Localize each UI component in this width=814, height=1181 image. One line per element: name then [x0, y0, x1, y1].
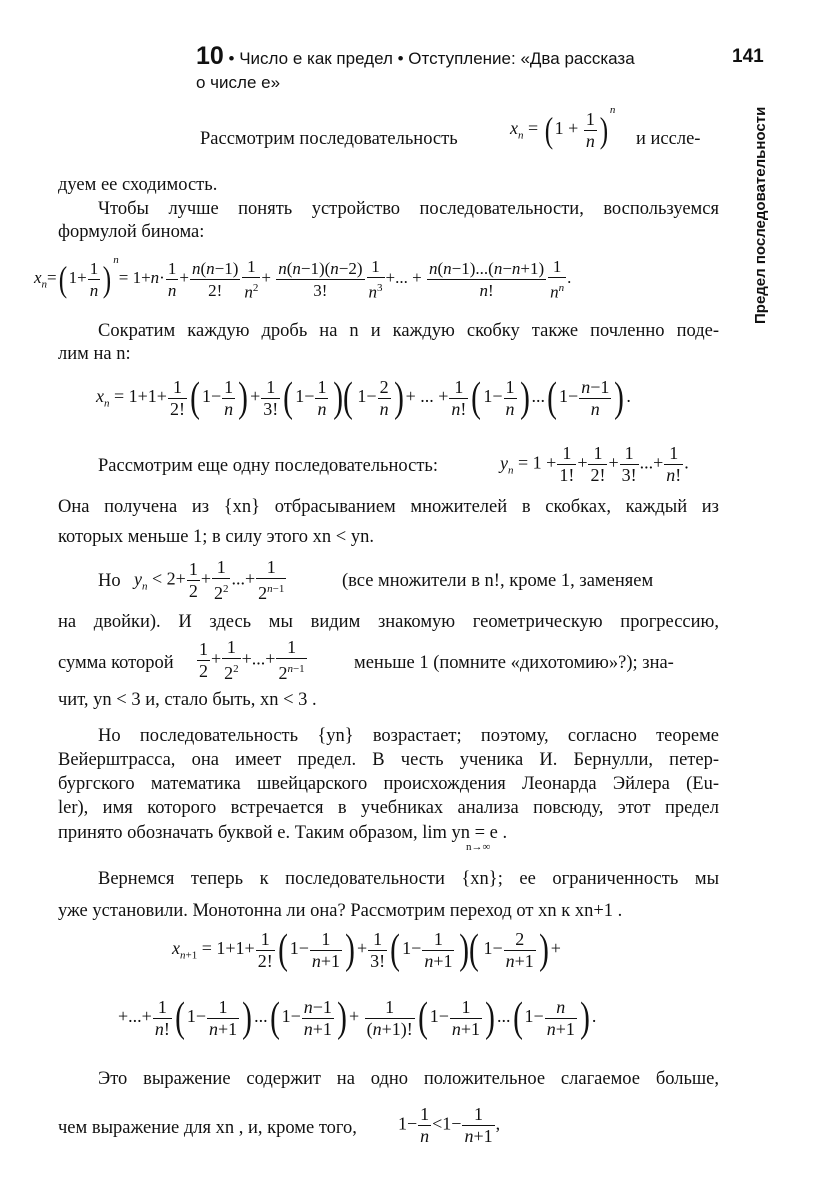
- text-line: и иссле-: [636, 129, 701, 149]
- text-line: на двойки). И здесь мы видим знакомую геометрическую прогрессию,: [58, 612, 719, 632]
- lim-subscript: n→∞: [466, 841, 491, 853]
- text-line: Но последовательность {yn} возрастает; поэтому, согласно теореме: [98, 726, 719, 746]
- text-line: Рассмотрим еще одну последовательность:: [98, 456, 438, 476]
- text-line: Сократим каждую дробь на n и каждую скобку также почленно поде-: [98, 321, 719, 341]
- formula-yn-bound: $y_n < 2+$ $\frac{1}{2}$ + $\frac{1}{2^2}$ ...+ $\frac{1}{2^{n-1}}$: [134, 557, 285, 603]
- chapter-title-cont: о числе e»: [196, 73, 281, 92]
- formula-text: [0, 0, 1, 1]
- text-line: Она получена из {xn} отбрасыванием множителей в скобках, каждый из: [58, 497, 719, 517]
- text-line: Но: [98, 571, 121, 591]
- text-line: меньше 1 (помните «дихотомию»?); зна-: [354, 653, 674, 673]
- text-line: (все множители в n!, кроме 1, заменяем: [342, 571, 654, 591]
- running-header: [196, 44, 696, 95]
- text-line: Вейерштрасса, она имеет предел. В честь ученика И. Бернулли, петер-: [58, 750, 719, 770]
- text-line: уже установили. Монотонна ли она? Рассмотрим переход от xn к xn+1 .: [58, 901, 623, 921]
- formula-geom-sum: $\frac{1}{2}$ + $\frac{1}{2^2}$ +...+ $\frac{1}{2^{n-1}}$: [199, 637, 305, 683]
- formula-yn-def: $y_n = 1$ + $\frac{1}{1!}$ + $\frac{1}{2!}$ + $\frac{1}{3!}$ ...+ $\frac{1}{n!}$ .: [500, 443, 689, 485]
- formula-seq-def: $x_n = (1$ + $\frac{1}{n}$ ) $^n$: [510, 104, 616, 151]
- formula-inequality: 1− $\frac{1}{n}$ <1− $\frac{1}{n+1}$ ,: [398, 1104, 501, 1146]
- text-line: Рассмотрим последовательность: [200, 129, 458, 149]
- section-sidebar-label: Предел последовательности: [752, 106, 769, 324]
- text-line: принято обозначать буквой e. Таким образом, lim yn = e .: [58, 823, 508, 843]
- text-line: чем выражение для xn , и, кроме того,: [58, 1118, 357, 1138]
- text-line: дуем ее сходимость.: [58, 175, 218, 195]
- text-line: лим на n:: [58, 344, 131, 364]
- text-line: Это выражение содержит на одно положительное слагаемое больше,: [98, 1069, 719, 1089]
- text-line: ler), имя которого встречается в учебниках анализа повсюду, этот предел: [58, 798, 719, 818]
- formula-reduced: $x_n = 1+1+$ $\frac{1}{2!}$ ( 1− $\frac{1}{n}$ ) + $\frac{1}{3!}$ ( 1− $\frac{1}{n}$ )( 1− $\frac{2}{n}$ ) + ... + $\frac{1}{n!}$ ( 1− $\frac{1}{n}$ ) ...( 1− $\frac{n-1}{n}$ ) .: [96, 375, 631, 421]
- page-number: 141: [732, 46, 764, 67]
- text-line: чит, yn < 3 и, стало быть, xn < 3 .: [58, 690, 317, 710]
- formula-binomial: $x_n=$( 1+ $\frac{1}{n}$ ) $^n$= 1+n· $\frac{1}{n}$ + $\frac{n(n-1)}{2!}$ $\frac{1}{n^2}$ + $\frac{n(n-1)(n-2)}{3!}$ $\frac{1}{n^3}$ +... + $\frac{n(n-1)...(n-n+1)}{n!}$ $\frac{1}{n^n}$ .: [34, 253, 572, 302]
- text-line: сумма которой: [58, 653, 174, 673]
- chapter-number: 10: [196, 42, 224, 70]
- formula-xn1-line2: +...+ $\frac{1}{n!}$ ( 1− $\frac{1}{n+1}$ ) ...( 1− $\frac{n-1}{n+1}$ ) + $\frac{1}{(n+1)!}$ ( 1− $\frac{1}{n+1}$ ) ...( 1− $\frac{n}{n+1}$ ) .: [118, 995, 597, 1041]
- text-line: Вернемся теперь к последовательности {xn}; ее ограниченность мы: [98, 869, 719, 889]
- text-line: формулой бинома:: [58, 222, 205, 242]
- text-line: Чтобы лучше понять устройство последовательности, воспользуемся: [98, 199, 719, 219]
- formula-xn1-line1: $x_{n+1} = 1+1+$ $\frac{1}{2!}$ ( 1− $\frac{1}{n+1}$ ) + $\frac{1}{3!}$ ( 1− $\frac{1}{n+1}$ )( 1− $\frac{2}{n+1}$ ) +: [172, 927, 561, 973]
- text-line: бургского математика швейцарского происхождения Леонарда Эйлера (Eu-: [58, 774, 719, 794]
- chapter-title: • Число e как предел • Отступление: «Два рассказа: [223, 49, 635, 68]
- text-line: которых меньше 1; в силу этого xn < yn.: [58, 527, 374, 547]
